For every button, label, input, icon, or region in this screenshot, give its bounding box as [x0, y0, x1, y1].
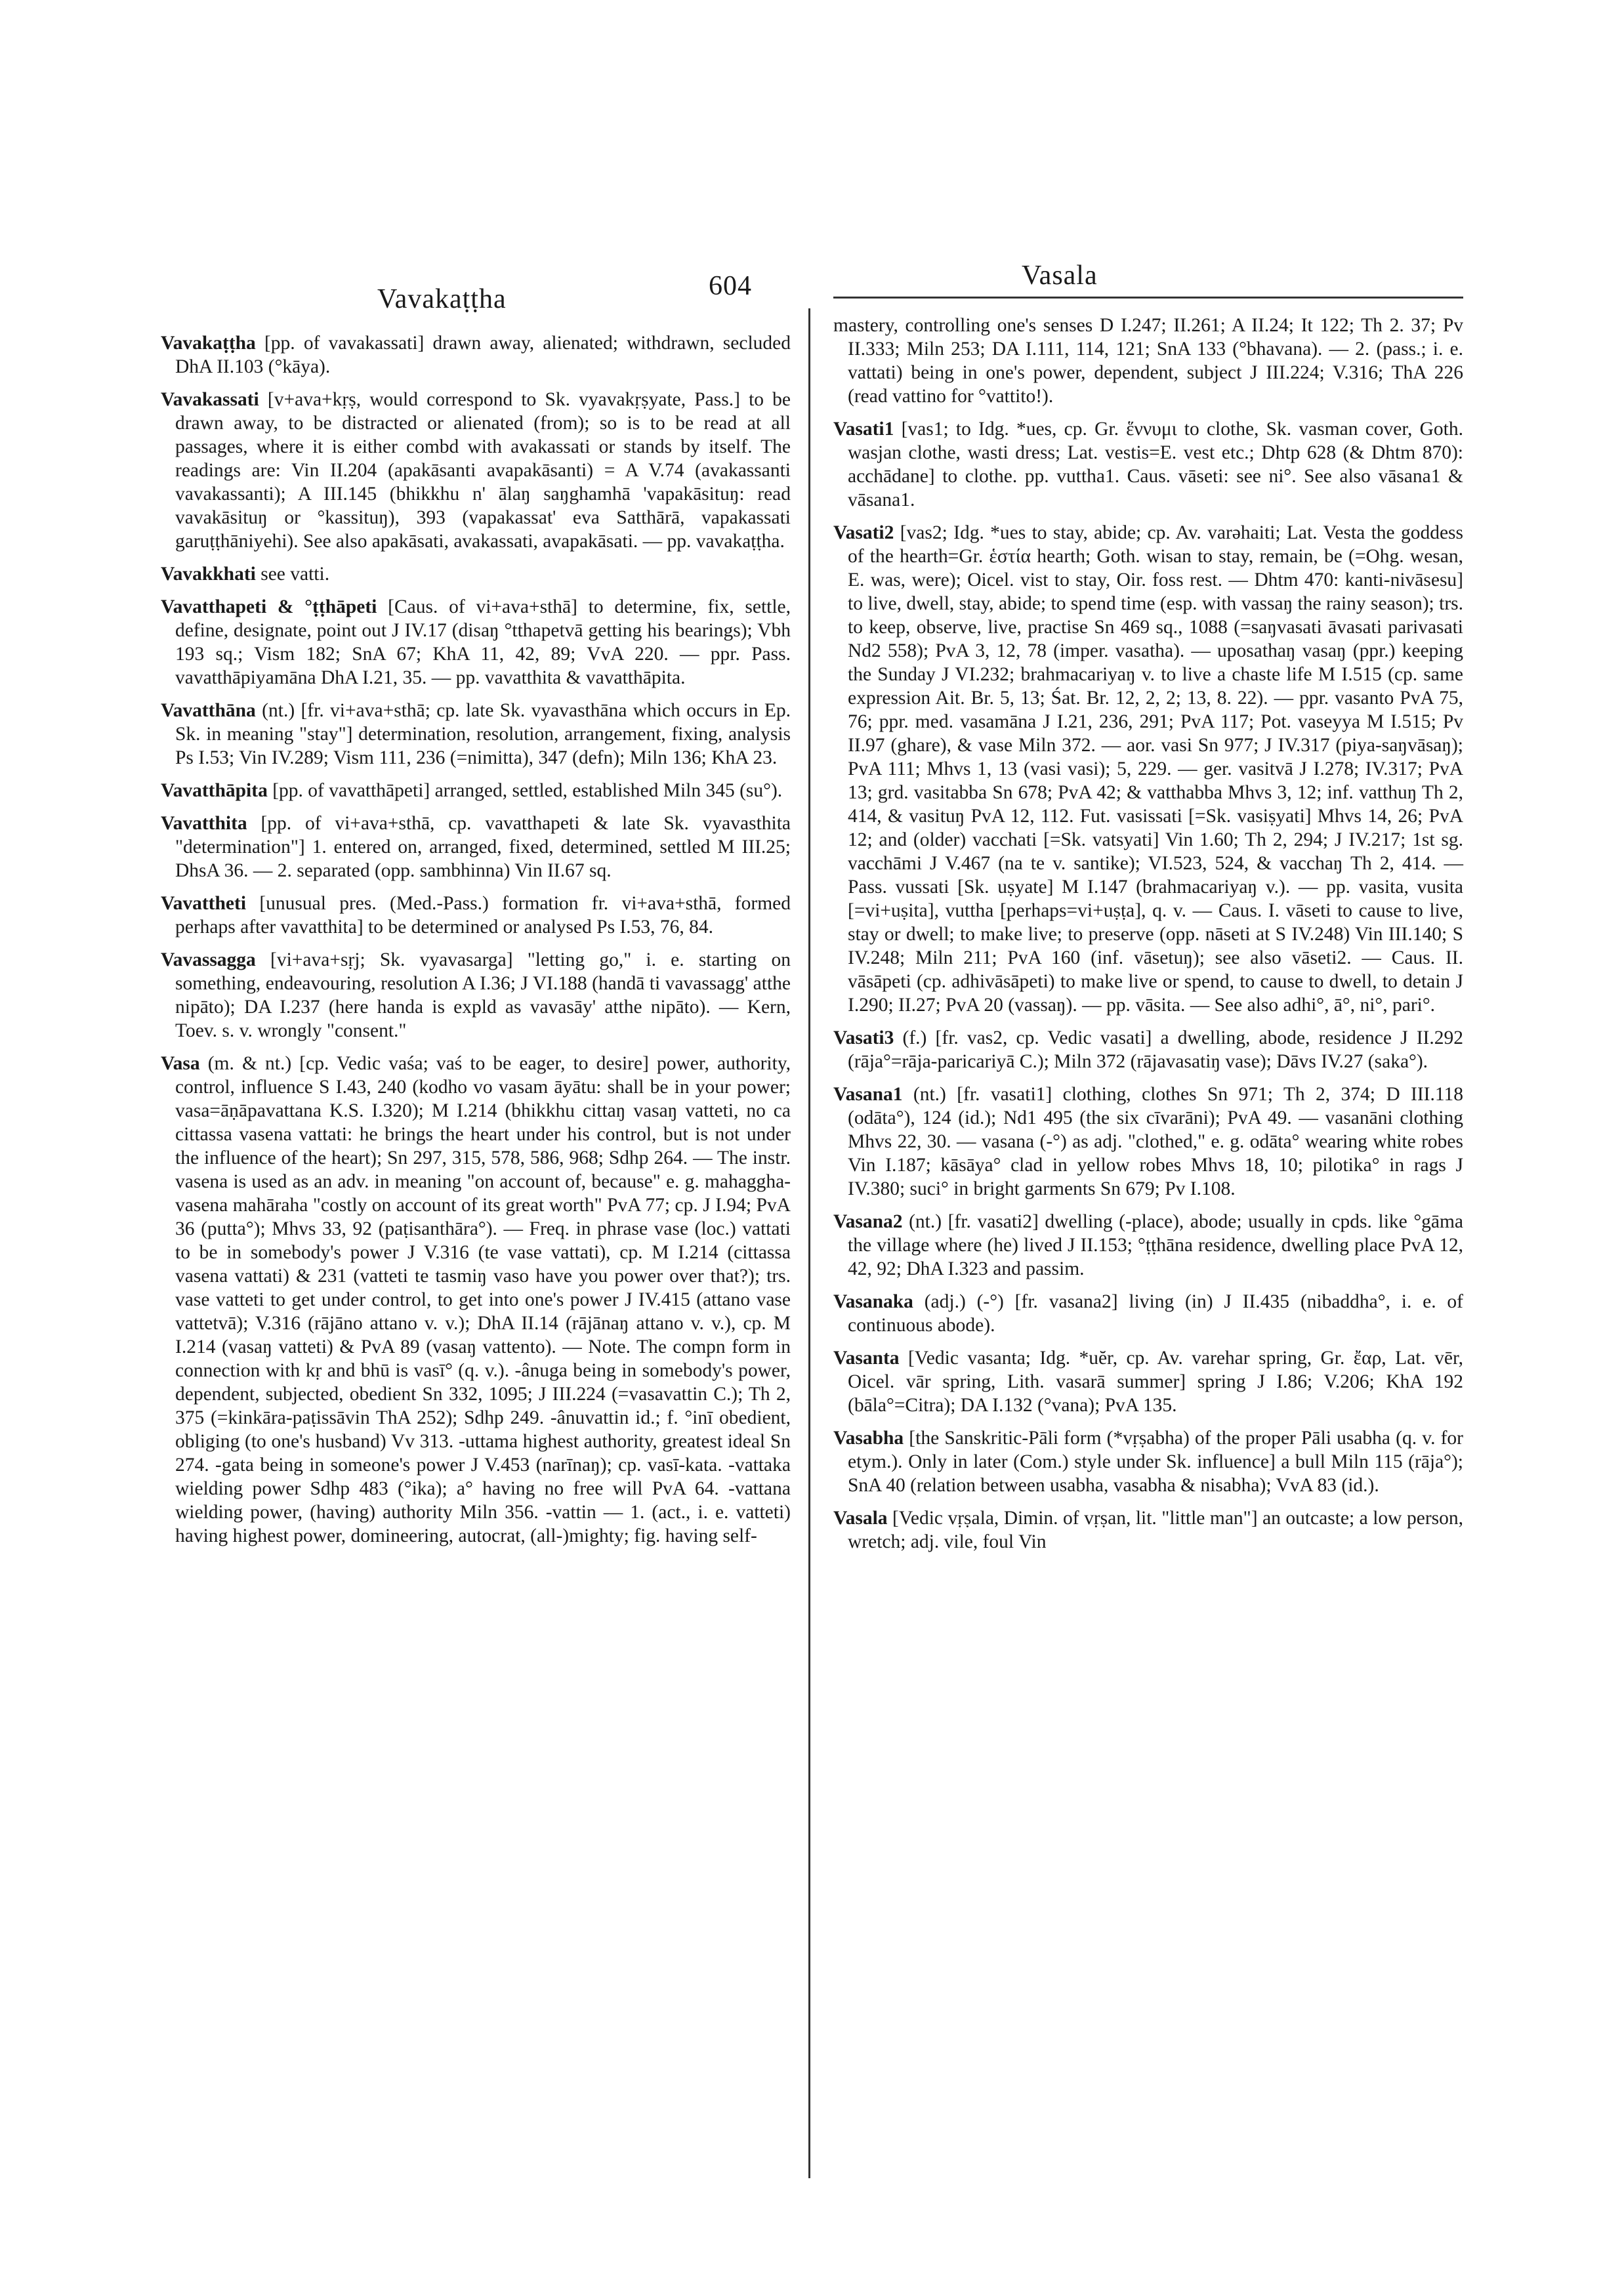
dictionary-entry — [161, 699, 791, 770]
header-right-word: Vasala — [1022, 260, 1098, 291]
dictionary-entry — [161, 779, 791, 802]
dictionary-entry — [833, 1346, 1463, 1417]
dictionary-entry — [833, 417, 1463, 512]
entry-definition: [Vedic vṛṣala, Dimin. of vṛṣan, lit. "little man"] an outcaste; a low person, wretch; adj. vile, foul Vin — [848, 1508, 1463, 1552]
entry-headword: Vasana1 — [833, 1084, 903, 1105]
entry-definition: [pp. of vavatthāpeti] arranged, settled, established Miln 345 (su°). — [272, 780, 783, 801]
entry-headword: Vavatthāna — [161, 700, 256, 721]
entry-definition: (adj.) (-°) [fr. vasana2] living (in) J II.435 (nibaddha°, i. e. of continuous abode). — [848, 1291, 1464, 1336]
entry-headword: Vasati1 — [833, 419, 894, 440]
entry-definition: [vas1; to Idg. *ues, cp. Gr. ἕννυμι to clothe, Sk. vasman cover, Goth. wasjan clothe, wasti dress; Lat. vestis=E. vest etc.; Dhtp 628 (& Dhtm 870): acchādane] to clothe. pp. vuttha1. Caus. vāseti: see ni°. See also vāsana1 & vāsana1. — [848, 419, 1464, 510]
entry-headword: Vasala — [833, 1508, 888, 1529]
entry-definition: [Caus. of vi+ava+sthā] to determine, fix, settle, define, designate, point out J IV.17 (disaŋ °tthapetvā getting his bearings); Vbh 193 sq.; Vism 182; SnA 67; KhA 11, 42, 89; VvA 220. — ppr. Pass. vavatthāpiyamāna DhA I.21, 35. — pp. vavatthita & vavatthāpita. — [175, 596, 791, 688]
column-divider — [808, 308, 810, 2178]
dictionary-entry — [161, 331, 791, 379]
entry-definition: (f.) [fr. vas2, cp. Vedic vasati] a dwelling, abode, residence J II.292 (rāja°=rāja-paricariyā C.); Miln 372 (rājavasatiŋ vase); Dāvs IV.27 (saka°). — [848, 1027, 1463, 1072]
entry-definition: [Vedic vasanta; Idg. *uĕr, cp. Av. varehar spring, Gr. ἔαρ, Lat. vēr, Oicel. vār spring, Lith. vasarā summer] spring J I.86; V.206; KhA 192 (bāla°=Citra); DA I.132 (°vana); PvA 135. — [848, 1348, 1464, 1416]
entry-headword: Vavatthapeti & °ṭṭhāpeti — [161, 596, 377, 617]
entry-headword: Vasati2 — [833, 522, 894, 543]
entry-definition: (nt.) [fr. vasati1] clothing, clothes Sn 971; Th 2, 374; D III.118 (odāta°), 124 (id.); Nd1 495 (the six cīvarāni); PvA 49. — vasanāni clothing Mhvs 22, 30. — vasana (-°) as adj. "clothed," e. g. odāta° wearing white robes Vin I.187; kāsāya° clad in yellow robes Mhvs 18, 10; pilotika° in rags J IV.380; suci° in bright garments Sn 679; Pv I.108. — [848, 1084, 1464, 1199]
entry-definition: (nt.) [fr. vi+ava+sthā; cp. late Sk. vyavasthāna which occurs in Ep. Sk. in meaning "stay"] determination, resolution, arrangement, fixing, analysis Ps I.53; Vin IV.289; Vism 111, 236 (=nimitta), 347 (defn); Miln 136; KhA 23. — [175, 700, 791, 768]
entry-headword: Vasanta — [833, 1348, 900, 1369]
dictionary-entry — [161, 562, 791, 586]
dictionary-entry — [833, 1026, 1463, 1073]
dictionary-entry — [161, 595, 791, 690]
entry-headword: Vasanaka — [833, 1291, 913, 1312]
entry-headword: Vavakassati — [161, 389, 259, 410]
entry-definition: [v+ava+kṛṣ, would correspond to Sk. vyavakṛṣyate, Pass.] to be drawn away, to be distracted or alienated (from); so is to be read at all passages, where it is either combd with avakassati or stands by itself. The readings are: Vin II.204 (apakāsanti avapakāsanti) = A V.74 (avakassanti vavakassanti); A III.145 (bhikkhu n' ālaŋ saŋghamhā 'vapakāsituŋ: read vavakāsituŋ or °kassituŋ), 393 (vapakassat' eva Satthārā, vapakassati garuṭṭhāniyehi). See also apakāsati, avakassati, avapakāsati. — pp. vavakaṭṭha. — [175, 389, 791, 552]
entry-headword: Vavakkhati — [161, 564, 256, 585]
entry-headword: Vasabha — [833, 1428, 904, 1449]
page-number: 604 — [709, 271, 752, 301]
dictionary-entry — [161, 1052, 791, 1548]
dictionary-entry — [833, 1210, 1463, 1281]
dictionary-entry — [161, 892, 791, 939]
dictionary-entry — [161, 388, 791, 553]
dictionary-entry — [161, 812, 791, 882]
entry-headword: Vasati3 — [833, 1027, 894, 1048]
entry-definition: (m. & nt.) [cp. Vedic vaśa; vaś to be eager, to desire] power, authority, control, influence S I.43, 240 (kodho vo vasam āyātu: shall be in your power; vasa=āṇāpavattana K.S. I.320); M I.214 (bhikkhu cittaŋ vasaŋ vatteti, no ca cittassa vasena vattati: he brings the heart under his control, but is not under the influence of the heart); Sn 297, 315, 578, 586, 968; Sdhp 264. — The instr. vasena is used as an adv. in meaning "on account of, because" e. g. mahaggha-vasena mahāraha "costly on account of its great worth" PvA 77; cp. J I.94; PvA 36 (putta°); Mhvs 33, 92 (paṭisanthāra°). — Freq. in phrase vase (loc.) vattati to be in somebody's power J V.316 (te vase vattati), cp. M I.214 (cittassa vasena vattati) & 231 (vatteti te tasmiŋ vaso have you power over that?); trs. vase vatteti to get under control, to get into one's power J IV.415 (attano vase vattetvā); V.316 (rājāno attano v. v.); DhA II.14 (rājānaŋ attano v. v.), cp. M I.214 (vasaŋ vatteti) & PvA 89 (vasaŋ vattento). — Note. The compn form in connection with kṛ and bhū is vasī° (q. v.). -ânuga being in somebody's power, dependent, subjected, obedient Sn 332, 1095; J III.224 (=vasavattin C.); Th 2, 375 (=kinkāra-paṭissāvin ThA 252); Sdhp 249. -ânuvattin id.; f. °inī obedient, obliging (to one's husband) Vv 313. -uttama highest authority, greatest ideal Sn 274. -gata being in someone's power J V.453 (narīnaŋ); cp. vasī-kata. -vattaka wielding power Sdhp 483 (°ika); a° having no free will PvA 64. -vattana wielding power, (having) authority Miln 356. -vattin — 1. (act., i. e. vatteti) having highest power, domineering, autocrat, (all-)mighty; fig. having self- — [175, 1053, 791, 1546]
dictionary-entry — [833, 521, 1463, 1017]
entry-headword: Vasana2 — [833, 1211, 903, 1232]
dictionary-entry — [833, 1083, 1463, 1201]
dictionary-entry — [833, 1506, 1463, 1554]
entry-headword: Vasa — [161, 1053, 200, 1074]
entry-definition: see vatti. — [260, 564, 330, 585]
entry-headword: Vavatthita — [161, 813, 247, 834]
entry-definition: [pp. of vi+ava+sthā, cp. vavatthapeti & late Sk. vyavasthita "determination"] 1. entered on, arranged, fixed, determined, settled M III.25; DhsA 36. — 2. separated (opp. sambhinna) Vin II.67 sq. — [175, 813, 791, 881]
left-column — [161, 331, 791, 1557]
entry-definition: (nt.) [fr. vasati2] dwelling (-place), abode; usually in cpds. like °gāma the village where (he) lived J II.153; °ṭṭhāna residence, dwelling place PvA 12, 42, 92; DhA I.323 and passim. — [848, 1211, 1463, 1279]
entry-definition: [unusual pres. (Med.-Pass.) formation fr. vi+ava+sthā, formed perhaps after vavatthita] to be determined or analysed Ps I.53, 76, 84. — [175, 893, 791, 938]
header-rule — [833, 297, 1463, 299]
entry-headword: Vavakaṭṭha — [161, 333, 256, 354]
entry-headword: Vavatthāpita — [161, 780, 268, 801]
dictionary-entry — [833, 1290, 1463, 1337]
entry-definition: [vas2; Idg. *ues to stay, abide; cp. Av. varəhaiti; Lat. Vesta the goddess of the hearth=Gr. ἑστία hearth; Goth. wisan to stay, remain, be (=Ohg. wesan, E. was, were); Oicel. vist to stay, Oir. foss rest. — Dhtm 470: kanti-nivāsesu] to live, dwell, stay, abide; to spend time (esp. with vassaŋ the rainy season); trs. to keep, observe, live, practise Sn 469 sq., 1088 (=saŋvasati āvasati parivasati Nd2 558); PvA 3, 12, 78 (imper. vasatha). — uposathaŋ vasaŋ (ppr.) keeping the Sunday J VI.232; brahmacariyaŋ v. to live a chaste life M I.515 (cp. same expression Ait. Br. 5, 13; Śat. Br. 12, 2, 2; 13, 8. 22). — ppr. vasanto PvA 75, 76; ppr. med. vasamāna J I.21, 236, 291; PvA 117; Pot. vaseyya M I.515; Pv II.97 (ghare), & vase Miln 372. — aor. vasi Sn 977; J IV.317 (piya-saŋvāsaŋ); PvA 111; Mhvs 1, 13 (vasi vasi); 5, 229. — ger. vasitvā J I.278; IV.317; PvA 13; grd. vasitabba Sn 678; PvA 42; & vatthabba Mhvs 3, 12; inf. vatthuŋ Th 2, 414, & vasituŋ PvA 12, 112. Fut. vasissati [=Sk. vasiṣyati] Mhvs 14, 26; PvA 12; and (older) vacchati [=Sk. vatsyati] Vin 1.60; Th 2, 294; J IV.217; 1st sg. vacchāmi J V.467 (na te v. santike); VI.523, 524, & vacchaŋ Th 2, 414. — Pass. vussati [Sk. uṣyate] M I.147 (brahmacariyaŋ v.). — pp. vasita, vusita [=vi+uṣita], vuttha [perhaps=vi+uṣṭa], q. v. — Caus. I. vāseti to cause to live, stay or dwell; to make live; to preserve (opp. nāseti at S IV.248) Vin III.140; S IV.248; Miln 211; PvA 160 (inf. vāsetuŋ); see also vāseti2. — Caus. II. vāsāpeti (cp. adhivāsāpeti) to make live or spend, to cause to dwell, to detain J I.290; II.27; PvA 20 (vassaŋ). — pp. vāsita. — See also adhi°, ā°, ni°, pari°. — [848, 522, 1463, 1016]
entry-definition: [the Sanskritic-Pāli form (*vṛṣabha) of the proper Pāli usabha (q. v. for etym.). Only in later (Com.) style under Sk. influence] a bull Miln 115 (rāja°); SnA 40 (relation between usabha, vasabha & nisabha); VvA 83 (id.). — [848, 1428, 1464, 1496]
entry-definition: mastery, controlling one's senses D I.247; II.261; A II.24; It 122; Th 2. 37; Pv II.333; Miln 253; DA I.111, 114, 121; SnA 133 (°bhavana). — 2. (pass.; i. e. vattati) being in one's power, dependent, subject J III.224; V.316; ThA 226 (read vattino for °vattito!). — [833, 315, 1463, 407]
header-left-word: Vavakaṭṭha — [377, 284, 507, 314]
entry-headword: Vavassagga — [161, 949, 256, 970]
entry-definition: [pp. of vavakassati] drawn away, alienated; withdrawn, secluded DhA II.103 (°kāya). — [175, 333, 791, 377]
right-column — [833, 314, 1463, 1563]
entry-definition: [vi+ava+sṛj; Sk. vyavasarga] "letting go," i. e. starting on something, endeavouring, resolution A I.36; J VI.188 (handā ti vavassagg' atthe nipāto); DA I.237 (here handa is expld as vavasāy' atthe nipāto). — Kern, Toev. s. v. wrongly "consent." — [175, 949, 791, 1041]
entry-headword: Vavattheti — [161, 893, 247, 914]
dictionary-entry — [833, 314, 1463, 408]
dictionary-entry — [161, 948, 791, 1043]
dictionary-entry — [833, 1426, 1463, 1497]
